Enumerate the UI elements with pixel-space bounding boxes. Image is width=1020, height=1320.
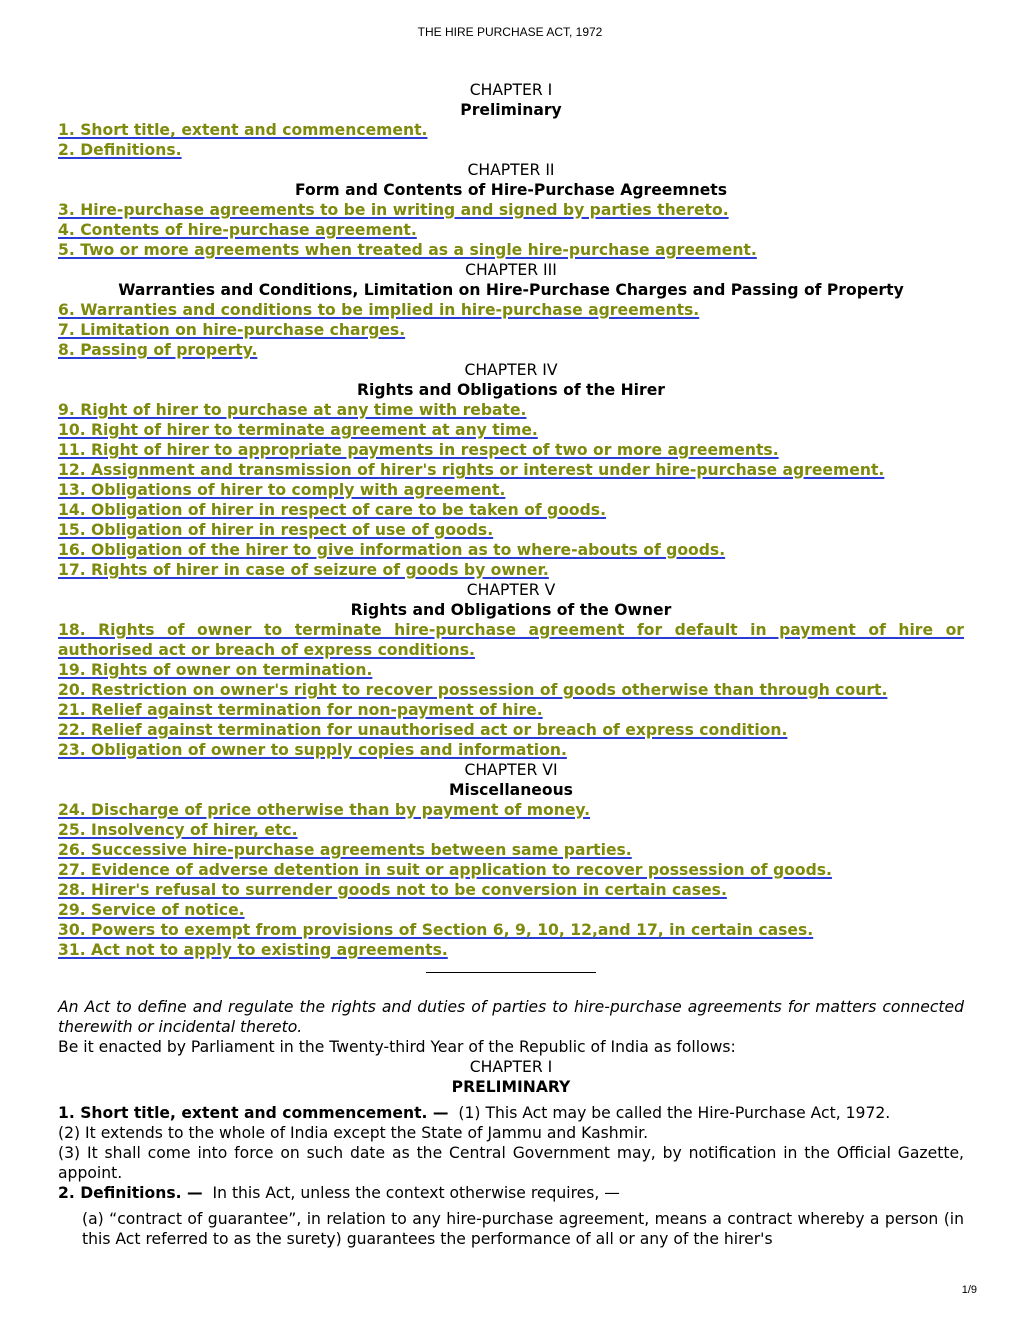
toc-section-link[interactable]: 15. Obligation of hirer in respect of use of goods. xyxy=(58,521,494,539)
toc-section-link[interactable]: 29. Service of notice. xyxy=(58,901,245,919)
toc-section-link[interactable]: 5. Two or more agreements when treated as a single hire-purchase agreement. xyxy=(58,241,757,259)
section-1-clause-2: (2) It extends to the whole of India except the State of Jammu and Kashmir. xyxy=(58,1124,649,1142)
section-1-heading: 1. Short title, extent and commencement. — xyxy=(58,1104,449,1122)
toc-section-link[interactable]: 6. Warranties and conditions to be implied in hire-purchase agreements. xyxy=(58,301,700,319)
toc-section-link[interactable]: 25. Insolvency of hirer, etc. xyxy=(58,821,298,839)
running-header: THE HIRE PURCHASE ACT, 1972 xyxy=(417,25,603,39)
toc-section-link[interactable]: 23. Obligation of owner to supply copies and information. xyxy=(58,741,567,759)
toc-section-link[interactable]: 19. Rights of owner on termination. xyxy=(58,661,373,679)
toc-chapter-heading: CHAPTER V xyxy=(466,581,556,599)
toc-section-link[interactable]: 21. Relief against termination for non-payment of hire. xyxy=(58,701,543,719)
toc-chapter-heading: CHAPTER III xyxy=(465,261,557,279)
toc-chapter-title: Preliminary xyxy=(460,101,562,119)
body-chapter-heading: CHAPTER I xyxy=(469,1058,553,1076)
toc-chapter-heading: CHAPTER VI xyxy=(464,761,558,779)
section-1-clause-3: (3) It shall come into force on such date as the Central Government may, by notification in the Official Gazette, appoint. xyxy=(58,1144,964,1182)
toc-section-link[interactable]: 12. Assignment and transmission of hirer's rights or interest under hire-purchase agreement. xyxy=(58,461,885,479)
section-1 xyxy=(58,1103,964,1123)
table-of-contents xyxy=(58,80,964,960)
toc-section-link[interactable]: 31. Act not to apply to existing agreements. xyxy=(58,941,448,959)
section-1-clause-1: (1) This Act may be called the Hire-Purchase Act, 1972. xyxy=(458,1104,891,1122)
toc-chapter-title: Rights and Obligations of the Hirer xyxy=(357,381,665,399)
toc-section-link[interactable]: 13. Obligations of hirer to comply with agreement. xyxy=(58,481,506,499)
toc-section-link[interactable]: 16. Obligation of the hirer to give information as to where-abouts of goods. xyxy=(58,541,726,559)
toc-section-link[interactable]: 17. Rights of hirer in case of seizure of goods by owner. xyxy=(58,561,549,579)
toc-section-link[interactable]: 1. Short title, extent and commencement. xyxy=(58,121,428,139)
toc-section-link[interactable]: 10. Right of hirer to terminate agreement at any time. xyxy=(58,421,538,439)
toc-section-link[interactable]: 26. Successive hire-purchase agreements between same parties. xyxy=(58,841,632,859)
toc-section-link[interactable]: 8. Passing of property. xyxy=(58,341,258,359)
body-chapter-title: PRELIMINARY xyxy=(451,1078,571,1096)
toc-section-link[interactable]: 9. Right of hirer to purchase at any time with rebate. xyxy=(58,401,527,419)
toc-chapter-heading: CHAPTER I xyxy=(469,81,553,99)
toc-section-link[interactable]: 28. Hirer's refusal to surrender goods not to be conversion in certain cases. xyxy=(58,881,727,899)
toc-chapter-title: Rights and Obligations of the Owner xyxy=(350,601,672,619)
section-2 xyxy=(58,1183,964,1203)
toc-chapter-heading: CHAPTER II xyxy=(467,161,555,179)
toc-section-link[interactable]: 24. Discharge of price otherwise than by payment of money. xyxy=(58,801,591,819)
document-body xyxy=(58,80,964,1249)
toc-section-link[interactable]: 7. Limitation on hire-purchase charges. xyxy=(58,321,406,339)
act-preamble: An Act to define and regulate the rights and duties of parties to hire-purchase agreements for matters connected therewith or incidental thereto. xyxy=(58,998,964,1036)
page-number: 1/9 xyxy=(961,1284,977,1296)
toc-section-link[interactable]: 20. Restriction on owner's right to recover possession of goods otherwise than through court. xyxy=(58,681,888,699)
toc-chapter-title: Miscellaneous xyxy=(449,781,573,799)
toc-section-link[interactable]: 14. Obligation of hirer in respect of care to be taken of goods. xyxy=(58,501,607,519)
section-2-heading: 2. Definitions. — xyxy=(58,1184,203,1202)
toc-chapter-title: Warranties and Conditions, Limitation on Hire-Purchase Charges and Passing of Property xyxy=(118,281,904,299)
toc-section-link[interactable]: 11. Right of hirer to appropriate payments in respect of two or more agreements. xyxy=(58,441,779,459)
toc-section-link[interactable]: 22. Relief against termination for unauthorised act or breach of express condition. xyxy=(58,721,788,739)
toc-section-link[interactable]: 4. Contents of hire-purchase agreement. xyxy=(58,221,417,239)
section-2-clause-a: (a) “contract of guarantee”, in relation to any hire-purchase agreement, means a contract whereby a person (in this Act referred to as the surety) guarantees the performance of all or any of the hirer's xyxy=(82,1210,964,1248)
toc-section-link[interactable]: 27. Evidence of adverse detention in suit or application to recover possession of goods. xyxy=(58,861,832,879)
toc-section-link[interactable]: 18. Rights of owner to terminate hire-purchase agreement for default in payment of hire or authorised act or breach of express conditions. xyxy=(58,621,964,659)
toc-section-link[interactable]: 30. Powers to exempt from provisions of Section 6, 9, 10, 12,and 17, in certain cases. xyxy=(58,921,814,939)
section-2-intro: In this Act, unless the context otherwise requires, — xyxy=(212,1184,620,1202)
enacting-formula: Be it enacted by Parliament in the Twenty-third Year of the Republic of India as follows: xyxy=(58,1038,736,1056)
toc-section-link[interactable]: 2. Definitions. xyxy=(58,141,182,159)
toc-section-link[interactable]: 3. Hire-purchase agreements to be in writing and signed by parties thereto. xyxy=(58,201,729,219)
toc-chapter-heading: CHAPTER IV xyxy=(464,361,558,379)
toc-chapter-title: Form and Contents of Hire-Purchase Agreemnets xyxy=(294,181,728,199)
separator-rule xyxy=(426,972,596,973)
